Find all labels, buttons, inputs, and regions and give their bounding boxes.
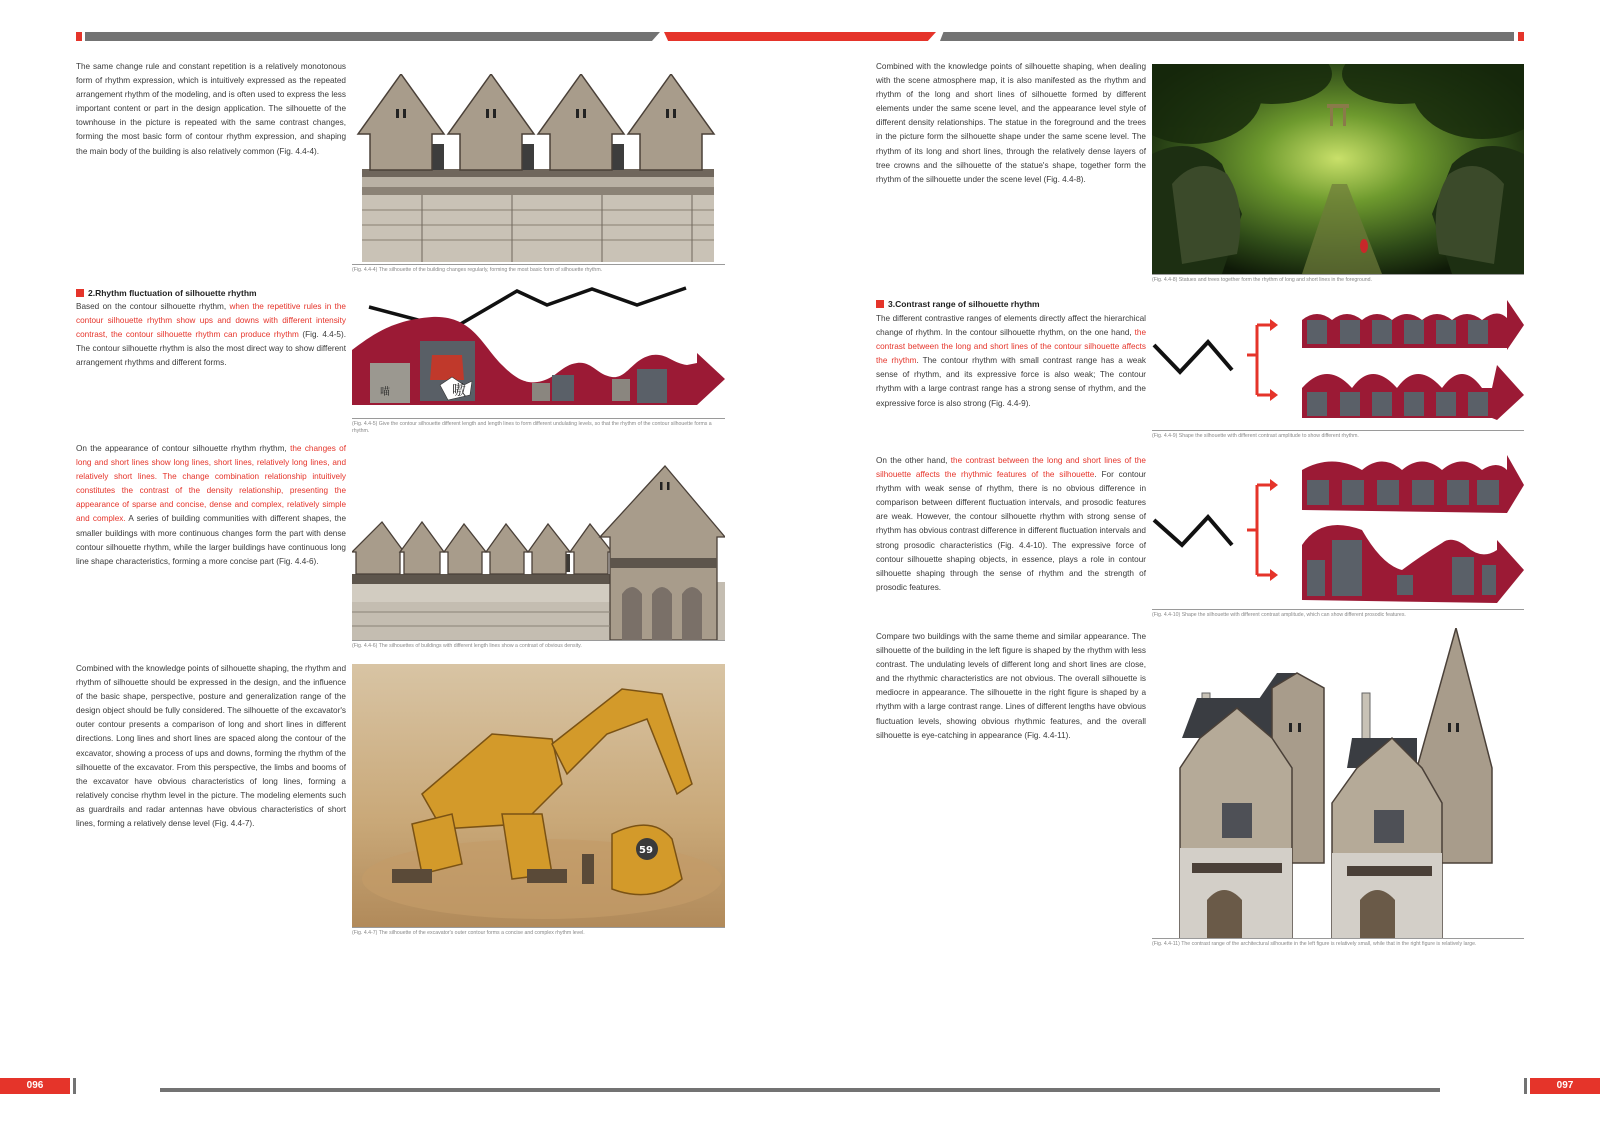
caption-fig-4-4-6: (Fig. 4.4-6) The silhouettes of buildings with different length lines show a contrast of obvious density. (352, 640, 725, 650)
figure-excavator (352, 664, 725, 927)
paragraph-scene-atmosphere: Combined with the knowledge points of silhouette shaping, when dealing with the scene atmosphere map, it is also manifested as the rhythm and rhythm of the long and short lines of silhouette formed by different elements under the same scene level, and the appearance level style of different density relationships. The statue in the foreground and the trees in the picture form the silhouette shape under the same scene level. The rhythm of its long and short lines, through the relatively dense layers of tree crowns and the silhouette of the statue's shape, together form the rhythm of the silhouette under the scene level (Fig. 4.4-8). (876, 62, 1146, 184)
page-number-left-tick (73, 1078, 76, 1094)
figure-contrast-amplitude (1152, 300, 1524, 430)
paragraph-contrast-range: The different contrastive ranges of elements directly affect the hierarchical change of rhythm. In the contour silhouette rhythm, on the one hand, the contrast between the long and short lines of the contour silhouette affects the rhythm. The contour rhythm with small contrast range has a weak sense of rhythm, and its expressive force is also weak; The contour rhythm with a large contrast range has a strong sense of rhythm, and the expressive force is also strong (Fig. 4.4-9). (876, 314, 1146, 408)
heading-marker (76, 289, 84, 297)
paragraph-excavator: Combined with the knowledge points of silhouette shaping, the rhythm and rhythm of silhouette should be expressed in the design, and the influence of the basic shape, perspective, posture and generalization range of the design object should be fully considered. The silhouette of the excavator's outer contour presents a comparison of long and short lines in different directions. Long lines and short lines are spaced along the contour of the excavator, showing a process of ups and downs, forming the rhythm of the silhouette of the excavator. From this perspective, the limbs and booms of the excavator have obvious characteristics of long lines, forming a relatively concise rhythm level in the picture. The modeling elements such as guardrails and radar antennas have obvious characteristics of short lines, forming a relatively dense level (Fig. 4.4-7). (76, 664, 346, 829)
top-accent-right (1518, 32, 1524, 41)
page-number-right: 097 (1530, 1078, 1600, 1094)
paragraph-prosodic-features: On the other hand, the contrast between the long and short lines of the silhouette affects the rhythmic features of the silhouette. For contour rhythm with weak sense of rhythm, there is no obvious difference in comparison between different fluctuation intervals, and prosodic features are weak. However, the contour silhouette rhythm with strong sense of rhythm has obvious contrast difference in different fluctuation intervals and strong prosodic characteristics (Fig. 4.4-10). The expressive force of contour silhouette shaping objects, in essence, plays a role in contour silhouette shaping through the sense of rhythm and the strength of prosodic features. (876, 456, 1146, 592)
house-right (1332, 628, 1492, 938)
caption-fig-4-4-7: (Fig. 4.4-7) The silhouette of the excavator's outer contour forms a concise and complex rhythm level. (352, 927, 725, 937)
figure-building-community (352, 462, 725, 640)
figure-two-houses (1152, 628, 1524, 938)
heading-marker (876, 300, 884, 308)
ao-label: 嗷 (452, 383, 466, 399)
heading-contrast-range: 3.Contrast range of silhouette rhythm (876, 299, 1040, 309)
figure-forest-scene (1152, 64, 1524, 274)
caption-fig-4-4-9: (Fig. 4.4-9) Shape the silhouette with different contrast amplitude to show different rhythm. (1152, 430, 1524, 440)
top-accent-left (76, 32, 82, 41)
paragraph-compare-buildings: Compare two buildings with the same theme and similar appearance. The silhouette of the building in the left figure is shaped by the rhythm with less contrast. The undulating levels of different long and short lines are close, and the rhythmic characteristics are not obvious. The overall silhouette is mediocre in appearance. The silhouette in the right figure is shaped by a rhythm with a large contrast range. Lines of different lengths have obvious fluctuation levels, showing obvious rhythmic features, and the overall silhouette is eye-catching in appearance (Fig. 4.4-11). (876, 632, 1146, 740)
paragraph-long-short-lines: On the appearance of contour silhouette rhythm rhythm, the changes of long and short lines show long lines, short lines, relatively long lines, and relatively short lines. The change combination relationship intuitively constitutes the contrast of the density relationship, presenting the appearance of sparse and concise, dense and complex, relatively simple and complex. A series of building communities with different shapes, the smaller buildings with more continuous changes form the part with dense contour silhouette rhythm, while the larger buildings have continuous long line shape characteristics, forming a more concise part (Fig. 4.4-6). (76, 444, 346, 566)
page-number-right-tick (1524, 1078, 1527, 1094)
paragraph-repetition: The same change rule and constant repetition is a relatively monotonous form of rhythm expression, which is intuitively expressed as the repeated arrangement rhythm of the modeling, and is often used to express the less important content or part in the design application. The silhouette of the townhouse in the picture is repeated with the same contrast changes, forming the most basic form of contour rhythm expression, and shaping the main body of the building is also relatively common (Fig. 4.4-4). (76, 62, 346, 156)
top-gray-bar-right (940, 32, 1514, 41)
caption-fig-4-4-8: (Fig. 4.4-8) Statues and trees together form the rhythm of long and short lines in the foreground. (1152, 274, 1524, 284)
figure-prosodic-amplitude (1152, 455, 1524, 610)
paragraph-rhythm-fluctuation: Based on the contour silhouette rhythm, when the repetitive rules in the contour silhouette rhythm show ups and downs with different intensity contrast, the contour silhouette rhythm can produce rhythm (Fig. 4.4-5). The contour silhouette rhythm is also the most direct way to show different arrangement rhythms and different forms. (76, 302, 346, 368)
townhouse-illustration (358, 74, 714, 262)
house-left (1180, 673, 1324, 938)
zigzag-small (1154, 342, 1232, 372)
bottom-gray-line (160, 1088, 1440, 1092)
zigzag-large (1154, 517, 1232, 545)
caption-fig-4-4-5: (Fig. 4.4-5) Give the contour silhouette different length and length lines to form different undulating levels, so that the rhythm of the contour silhouette forms a rhythm. (352, 418, 725, 435)
meow-label: 喵 (380, 387, 390, 398)
top-red-bar (664, 32, 936, 41)
heading-rhythm-fluctuation: 2.Rhythm fluctuation of silhouette rhythm (76, 288, 257, 298)
figure-wave-rhythm (352, 285, 725, 420)
page-number-left: 096 (0, 1078, 70, 1094)
caption-fig-4-4-11: (Fig. 4.4-11) The contrast range of the architectural silhouette in the left figure is relatively small, while that in the right figure is relatively large. (1152, 938, 1524, 948)
figure-townhouse-row (352, 74, 725, 262)
caption-fig-4-4-10: (Fig. 4.4-10) Shape the silhouette with different contrast amplitude, which can show different prosodic features. (1152, 609, 1524, 619)
svg-text:59: 59 (639, 845, 653, 856)
caption-fig-4-4-4: (Fig. 4.4-4) The silhouette of the building changes regularly, forming the most basic form of silhouette rhythm. (352, 264, 725, 274)
top-gray-bar-left (85, 32, 660, 41)
